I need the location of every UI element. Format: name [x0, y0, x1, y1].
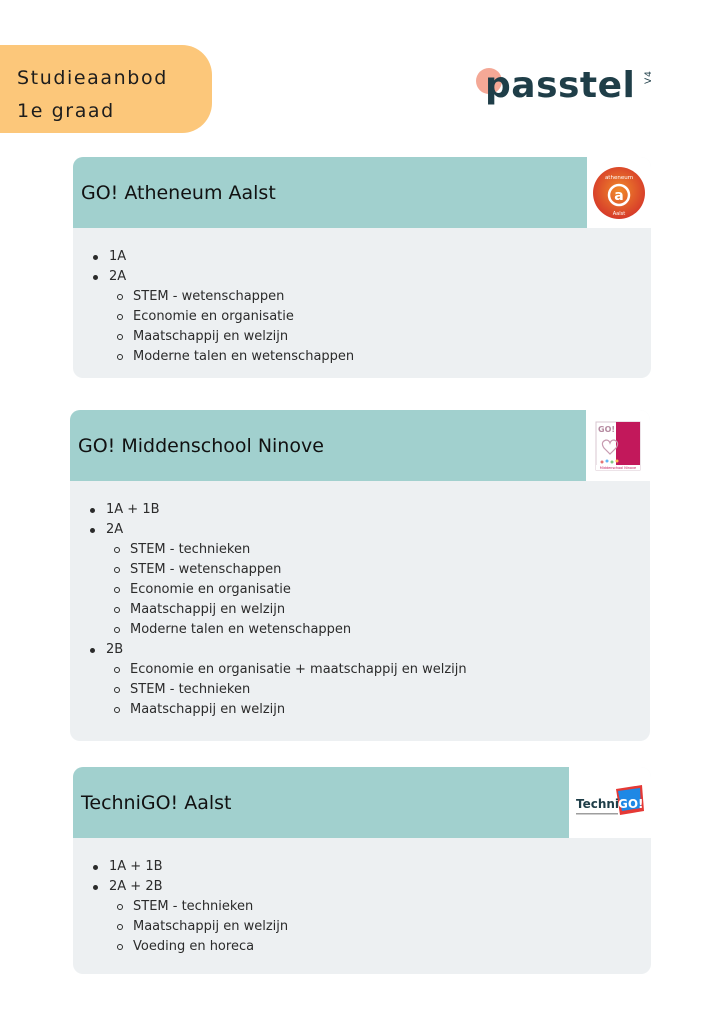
school-name: TechniGO! Aalst	[81, 791, 232, 814]
circle-bullet-icon	[114, 547, 120, 553]
sub-item	[112, 680, 650, 700]
list-item	[91, 267, 651, 367]
technigo-logo-icon	[572, 781, 648, 825]
bullet-icon	[90, 508, 95, 513]
course-list	[73, 228, 651, 367]
tag-line-2: 1e graad	[17, 100, 115, 122]
circle-bullet-icon	[117, 314, 123, 320]
circle-bullet-icon	[114, 587, 120, 593]
bullet-icon	[90, 648, 95, 653]
list-item	[88, 500, 650, 520]
sub-item-label: Maatschappij en welzijn	[133, 919, 289, 934]
sub-item	[115, 287, 651, 307]
school-name: GO! Atheneum Aalst	[81, 181, 276, 204]
logo-school-text: Middenschool Ninove	[599, 465, 637, 470]
sub-list	[106, 660, 650, 720]
bullet-icon	[93, 275, 98, 280]
sub-item-label: Economie en organisatie	[130, 582, 291, 597]
circle-bullet-icon	[117, 294, 123, 300]
sub-item	[112, 580, 650, 600]
sub-item	[115, 897, 651, 917]
circle-bullet-icon	[117, 354, 123, 360]
circle-bullet-icon	[114, 607, 120, 613]
card-header	[70, 410, 586, 481]
sub-item-label: STEM - wetenschappen	[130, 562, 282, 577]
card-body	[70, 481, 650, 741]
sub-item-label: STEM - technieken	[133, 899, 254, 914]
logo-text-mid: a	[614, 187, 624, 204]
card-header	[73, 157, 587, 228]
list-item	[91, 877, 651, 957]
sub-item-label: Maatschappij en welzijn	[133, 329, 289, 344]
logo-go-text: GO!	[618, 796, 644, 811]
circle-bullet-icon	[117, 944, 123, 950]
sub-item-label: STEM - technieken	[130, 682, 251, 697]
item-label: 1A + 1B	[106, 502, 160, 517]
logo-text-top: atheneum	[604, 174, 634, 181]
school-name: GO! Middenschool Ninove	[78, 434, 324, 457]
item-label: 2A	[109, 269, 127, 284]
logo-text-bottom: Aalst	[612, 210, 626, 217]
sub-item	[115, 917, 651, 937]
card-body	[73, 228, 651, 378]
course-list	[73, 838, 651, 957]
logo-version: V4	[644, 70, 654, 84]
sub-item	[115, 327, 651, 347]
school-logo-middenschool	[586, 410, 650, 481]
sub-item	[112, 660, 650, 680]
sub-item	[112, 560, 650, 580]
sub-list	[106, 540, 650, 640]
sub-item	[112, 620, 650, 640]
circle-bullet-icon	[114, 667, 120, 673]
circle-bullet-icon	[114, 707, 120, 713]
sub-item-label: Maatschappij en welzijn	[130, 702, 286, 717]
sub-item	[115, 307, 651, 327]
bullet-icon	[93, 865, 98, 870]
atheneum-logo-icon	[591, 165, 647, 221]
sub-item-label: Maatschappij en welzijn	[130, 602, 286, 617]
sub-item	[115, 347, 651, 367]
item-label: 1A	[109, 249, 127, 264]
sub-item-label: Economie en organisatie	[133, 309, 294, 324]
item-label: 2A	[106, 522, 124, 537]
logo-word: passtel	[485, 65, 636, 106]
sub-item-label: STEM - technieken	[130, 542, 251, 557]
bullet-icon	[93, 255, 98, 260]
circle-bullet-icon	[114, 627, 120, 633]
tag-line-1: Studieaanbod	[17, 67, 168, 89]
sub-item	[112, 540, 650, 560]
school-card-technigo-aalst	[73, 767, 651, 974]
sub-item	[115, 937, 651, 957]
section-tag	[0, 45, 212, 133]
sub-item-label: Economie en organisatie + maatschappij en welzijn	[130, 662, 467, 677]
item-label: 2A + 2B	[109, 879, 163, 894]
circle-bullet-icon	[114, 687, 120, 693]
list-item	[91, 857, 651, 877]
card-header	[73, 767, 569, 838]
list-item	[88, 640, 650, 720]
circle-bullet-icon	[117, 904, 123, 910]
sub-list	[109, 897, 651, 957]
list-item	[91, 247, 651, 267]
school-card-middenschool-ninove	[70, 410, 650, 741]
circle-bullet-icon	[117, 924, 123, 930]
card-body	[73, 838, 651, 974]
item-label: 2B	[106, 642, 124, 657]
school-logo-atheneum	[587, 157, 651, 228]
sub-item-label: STEM - wetenschappen	[133, 289, 285, 304]
circle-bullet-icon	[117, 334, 123, 340]
sub-item	[112, 600, 650, 620]
course-list	[70, 481, 650, 720]
logo-go-text: GO!	[598, 424, 616, 434]
list-item	[88, 520, 650, 640]
bullet-icon	[90, 528, 95, 533]
sub-item-label: Moderne talen en wetenschappen	[133, 349, 355, 364]
sub-item	[112, 700, 650, 720]
bullet-icon	[93, 885, 98, 890]
school-card-atheneum-aalst	[73, 157, 651, 378]
sub-item-label: Moderne talen en wetenschappen	[130, 622, 352, 637]
middenschool-logo-icon	[590, 418, 646, 474]
school-logo-technigo	[569, 767, 651, 838]
brand-logo	[472, 66, 660, 114]
item-label: 1A + 1B	[109, 859, 163, 874]
sub-item-label: Voeding en horeca	[133, 939, 255, 954]
sub-list	[109, 287, 651, 367]
logo-techni-text: Techni	[576, 796, 620, 811]
circle-bullet-icon	[114, 567, 120, 573]
